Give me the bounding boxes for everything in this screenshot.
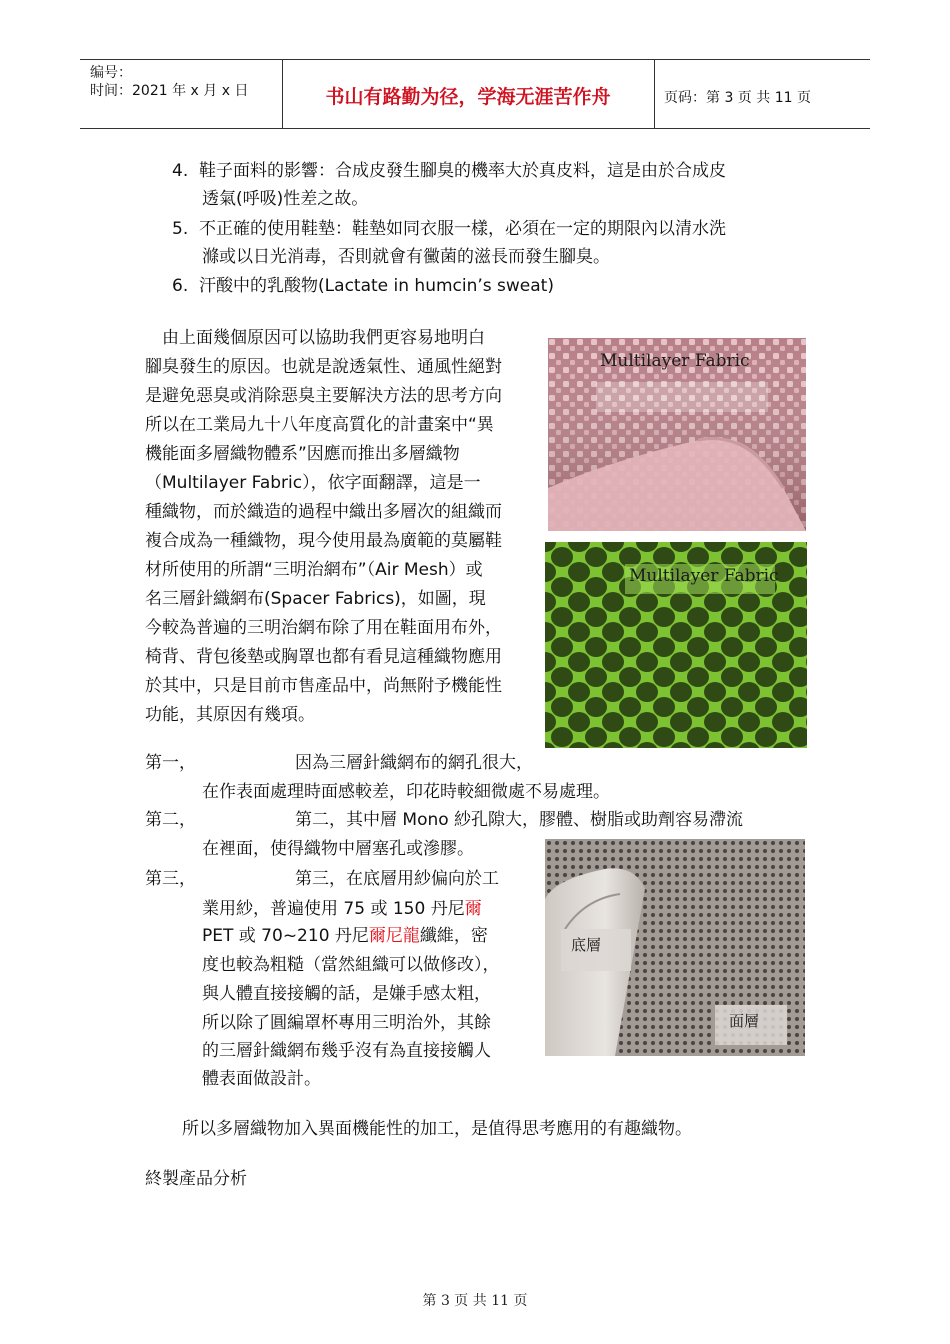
reason-first-text: 在作表面處理時面感較差，印花時較細微處不易處理。: [202, 782, 610, 802]
pink-mesh-fabric-image: [548, 338, 806, 531]
paragraph-line: 複合成為一種織物，現今使用最為廣範的莫屬鞋: [145, 531, 502, 551]
list-number: 5.: [172, 219, 189, 239]
image-caption: Multilayer Fabric: [600, 351, 750, 371]
image-label-bottom-layer: 底層: [561, 929, 631, 971]
reason-third-text: 第三，在底層用紗偏向於工: [295, 869, 499, 889]
list-item: [172, 215, 726, 243]
list-text: 汗酸中的乳酸物(Lactate in humcin’s sweat): [199, 276, 554, 296]
reason-third-text: 與人體直接接觸的話，是嫌手感太粗，: [202, 984, 491, 1004]
reason-third-label: 第三，: [145, 869, 196, 889]
section-heading: 終製產品分析: [145, 1169, 247, 1189]
image-label-face-layer: 面層: [715, 1005, 787, 1045]
reason-third-text: 的三層針織網布幾乎沒有為直接接觸人: [202, 1041, 491, 1061]
reason-third-text: 體表面做設計。: [202, 1069, 321, 1089]
paragraph-line: 所以在工業局九十八年度高質化的計畫案中“異: [145, 415, 494, 435]
page-footer: 第 3 页 共 11 页: [422, 1293, 528, 1309]
reason-second-text: 在裡面，使得織物中層塞孔或滲膠。: [202, 839, 474, 859]
paragraph-line: 機能面多層織物體系”因應而推出多層織物: [145, 444, 460, 464]
paragraph-line: 材所使用的所謂“三明治網布”（Air Mesh）或: [145, 560, 483, 580]
reason-second-label: 第二，: [145, 810, 196, 830]
paragraph-line: 今較為普遍的三明治網布除了用在鞋面用布外，: [145, 618, 502, 638]
paragraph-line: 椅背、背包後墊或胸罩也都有看見這種織物應用: [145, 647, 502, 667]
highlighted-text: 爾: [464, 899, 482, 919]
list-number: 4.: [172, 161, 189, 181]
paragraph-line: （Multilayer Fabric），依字面翻譯，這是一: [145, 473, 481, 493]
reason-first-label: 第一，: [145, 753, 196, 773]
green-mesh-fabric-image: [545, 542, 807, 748]
header-number: 编号：: [90, 65, 132, 81]
header-meta: [90, 64, 248, 100]
list-text: 不正確的使用鞋墊：鞋墊如同衣服一樣，必須在一定的期限內以清水洗: [199, 219, 727, 239]
paragraph-line: 是避免惡臭或消除惡臭主要解決方法的思考方向: [145, 386, 502, 406]
list-item-continuation: 滌或以日光消毒，否則就會有黴菌的滋長而發生腳臭。: [202, 247, 610, 267]
paragraph-line: 於其中，只是目前市售產品中，尚無附予機能性: [145, 676, 502, 696]
reason-third-text: 所以除了圓編罩杯專用三明治外，其餘: [202, 1013, 491, 1033]
paragraph-line: 由上面幾個原因可以協助我們更容易地明白: [145, 328, 485, 348]
reason-third-text: 度也較為粗糙（當然組織可以做修改），: [202, 955, 500, 975]
reason-second-text: 第二，其中層 Mono 紗孔隙大，膠體、樹脂或助劑容易滯流: [295, 810, 744, 830]
gray-spacer-fabric-image: [545, 839, 805, 1056]
conclusion-paragraph: 所以多層織物加入異面機能性的加工，是值得思考應用的有趣織物。: [182, 1119, 692, 1139]
highlighted-text: 爾尼龍: [368, 926, 420, 946]
reason-first-text: 因為三層針織網布的網孔很大，: [295, 753, 533, 773]
header-page-number: 页码：第 3 页 共 11 页: [664, 90, 811, 106]
paragraph-line: 名三層針織網布(Spacer Fabrics)，如圖，現: [145, 589, 486, 609]
paragraph-line: 功能，其原因有幾項。: [145, 705, 315, 725]
page-header: [80, 59, 870, 129]
list-item: [172, 157, 726, 185]
header-motto: 书山有路勤为径，学海无涯苦作舟: [325, 86, 611, 108]
reason-third-text: 業用紗，普遍使用 75 或 150 丹尼爾: [202, 899, 482, 919]
list-number: 6.: [172, 276, 189, 296]
paragraph-line: 腳臭發生的原因。也就是說透氣性、通風性絕對: [145, 357, 502, 377]
paragraph-line: 種織物，而於織造的過程中織出多層次的組織而: [145, 502, 502, 522]
header-date: 时间：2021 年 x 月 x 日: [90, 83, 249, 99]
list-text: 鞋子面料的影響：合成皮發生腳臭的機率大於真皮料，這是由於合成皮: [199, 161, 727, 181]
list-item-continuation: 透氣(呼吸)性差之故。: [202, 189, 369, 209]
list-item: [172, 272, 554, 300]
reason-third-text: PET 或 70~210 丹尼爾尼龍纖維，密: [202, 926, 488, 946]
header-divider: [654, 60, 655, 128]
image-caption: Multilayer Fabric: [629, 566, 779, 586]
